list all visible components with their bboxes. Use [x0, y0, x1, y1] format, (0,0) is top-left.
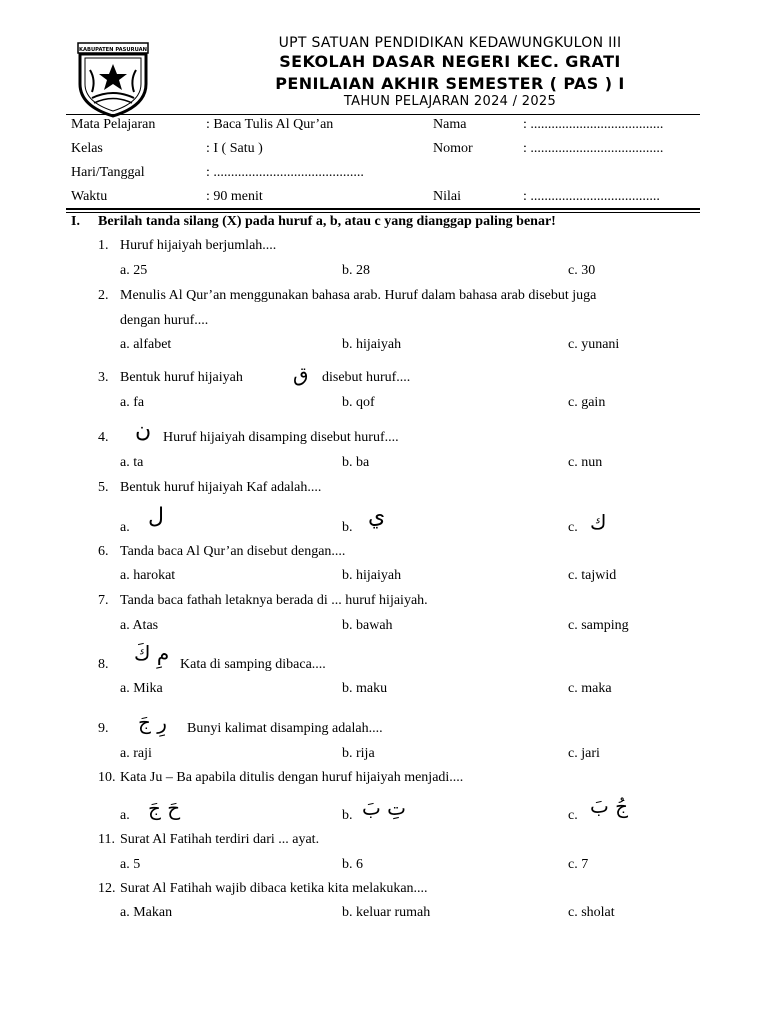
question-number: 11. — [98, 832, 115, 847]
option-c[interactable]: c. jari — [568, 746, 600, 761]
question-text: Huruf hijaiyah disamping disebut huruf.... — [163, 430, 399, 445]
score-field[interactable]: : ..................................... — [523, 189, 660, 204]
option-a[interactable]: a. ta — [120, 455, 144, 470]
section-instruction: Berilah tanda silang (X) pada huruf a, b, atau c yang dianggap paling benar! — [98, 214, 556, 229]
option-b[interactable]: b. rija — [342, 746, 375, 761]
option-a[interactable]: a. fa — [120, 395, 145, 410]
option-a[interactable]: a. harokat — [120, 568, 176, 583]
number-field[interactable]: : ...................................... — [523, 141, 664, 156]
question-number: 10. — [98, 770, 116, 785]
header-divider — [66, 114, 700, 115]
option-c[interactable]: c. yunani — [568, 337, 620, 352]
school-name: SEKOLAH DASAR NEGERI KEC. GRATI — [279, 52, 621, 71]
question-text: Surat Al Fatihah wajib dibaca ketika kita melakukan.... — [120, 881, 428, 896]
option-c[interactable]: c. — [568, 808, 578, 823]
arabic-word-glyph: رِ جَ — [138, 710, 167, 734]
subject-label: Mata Pelajaran — [71, 117, 156, 132]
time-value: : 90 menit — [206, 189, 263, 204]
question-number: 1. — [98, 238, 109, 253]
question-number: 12. — [98, 881, 116, 896]
option-c[interactable]: c. tajwid — [568, 568, 617, 583]
option-b[interactable]: b. keluar rumah — [342, 905, 431, 920]
arabic-letter-glyph: ق — [293, 362, 309, 386]
question-number: 6. — [98, 544, 109, 559]
academic-year: TAHUN PELAJARAN 2024 / 2025 — [343, 94, 557, 109]
arabic-letter-glyph: ن — [135, 418, 152, 443]
option-c[interactable]: c. 7 — [568, 857, 589, 872]
exam-title: PENILAIAN AKHIR SEMESTER ( PAS ) I — [275, 74, 625, 93]
option-b[interactable]: b. hijaiyah — [342, 568, 402, 583]
option-b-glyph: ي — [368, 504, 386, 529]
option-a-glyph: ل — [148, 504, 164, 529]
question-number: 4. — [98, 430, 109, 445]
option-c[interactable]: c. 30 — [568, 263, 596, 278]
question-number: 2. — [98, 288, 109, 303]
name-field[interactable]: : ...................................... — [523, 117, 664, 132]
question-number: 8. — [98, 657, 109, 672]
class-label: Kelas — [71, 141, 103, 156]
option-a[interactable]: a. — [120, 520, 130, 535]
option-b[interactable]: b. qof — [342, 395, 375, 410]
date-label: Hari/Tanggal — [71, 165, 145, 180]
arabic-word-glyph: مِ كَ — [134, 641, 170, 665]
option-c[interactable]: c. samping — [568, 618, 629, 633]
option-b-glyph: تِ بَ — [362, 796, 407, 820]
option-b[interactable]: b. 6 — [342, 857, 363, 872]
name-label: Nama — [433, 117, 467, 132]
question-number: 9. — [98, 721, 109, 736]
option-b[interactable]: b. bawah — [342, 618, 393, 633]
question-text: Tanda baca Al Qur’an disebut dengan.... — [120, 544, 346, 559]
option-c-glyph: جُ بَ — [590, 794, 629, 818]
score-label: Nilai — [433, 189, 461, 204]
info-divider-thick — [66, 208, 700, 210]
question-number: 7. — [98, 593, 109, 608]
question-number: 5. — [98, 480, 109, 495]
option-c[interactable]: c. gain — [568, 395, 606, 410]
question-text: Bentuk huruf hijaiyah — [120, 370, 243, 385]
time-label: Waktu — [71, 189, 108, 204]
option-b[interactable]: b. ba — [342, 455, 370, 470]
logo-text: KABUPATEN PASURUAN — [78, 47, 148, 53]
option-a[interactable]: a. Mika — [120, 681, 163, 696]
option-a[interactable]: a. 25 — [120, 263, 148, 278]
date-field[interactable]: : ........................................... — [206, 165, 364, 180]
option-b[interactable]: b. hijaiyah — [342, 337, 402, 352]
option-a[interactable]: a. raji — [120, 746, 152, 761]
subject-value: : Baca Tulis Al Qur’an — [206, 117, 334, 132]
option-c[interactable]: c. — [568, 520, 578, 535]
question-text-continued: dengan huruf.... — [120, 313, 209, 328]
section-number: I. — [71, 214, 80, 229]
option-a[interactable]: a. Atas — [120, 618, 159, 633]
option-c[interactable]: c. nun — [568, 455, 603, 470]
option-a[interactable]: a. 5 — [120, 857, 141, 872]
agency-name: UPT SATUAN PENDIDIKAN KEDAWUNGKULON III — [278, 35, 622, 51]
question-text: Kata di samping dibaca.... — [180, 657, 326, 672]
option-c[interactable]: c. maka — [568, 681, 612, 696]
option-c-glyph: ك — [590, 510, 607, 534]
option-b[interactable]: b. maku — [342, 681, 388, 696]
option-b[interactable]: b. — [342, 808, 353, 823]
option-a[interactable]: a. alfabet — [120, 337, 172, 352]
option-a[interactable]: a. Makan — [120, 905, 173, 920]
question-text: Huruf hijaiyah berjumlah.... — [120, 238, 277, 253]
question-text: Tanda baca fathah letaknya berada di ... huruf hijaiyah. — [120, 593, 428, 608]
option-a-glyph: حَ جَ — [148, 796, 181, 820]
question-text-after: disebut huruf.... — [322, 370, 411, 385]
question-text: Kata Ju – Ba apabila ditulis dengan huruf hijaiyah menjadi.... — [120, 770, 464, 785]
number-label: Nomor — [433, 141, 473, 156]
school-crest-logo — [70, 40, 156, 118]
question-text: Bunyi kalimat disamping adalah.... — [187, 721, 383, 736]
class-value: : I ( Satu ) — [206, 141, 263, 156]
option-b[interactable]: b. 28 — [342, 263, 370, 278]
question-text: Bentuk huruf hijaiyah Kaf adalah.... — [120, 480, 322, 495]
question-text: Surat Al Fatihah terdiri dari ... ayat. — [120, 832, 320, 847]
option-c[interactable]: c. sholat — [568, 905, 615, 920]
info-divider-thin — [66, 212, 700, 213]
question-text: Menulis Al Qur’an menggunakan bahasa arab. Huruf dalam bahasa arab disebut juga — [120, 288, 597, 303]
option-a[interactable]: a. — [120, 808, 130, 823]
question-number: 3. — [98, 370, 109, 385]
option-b[interactable]: b. — [342, 520, 353, 535]
